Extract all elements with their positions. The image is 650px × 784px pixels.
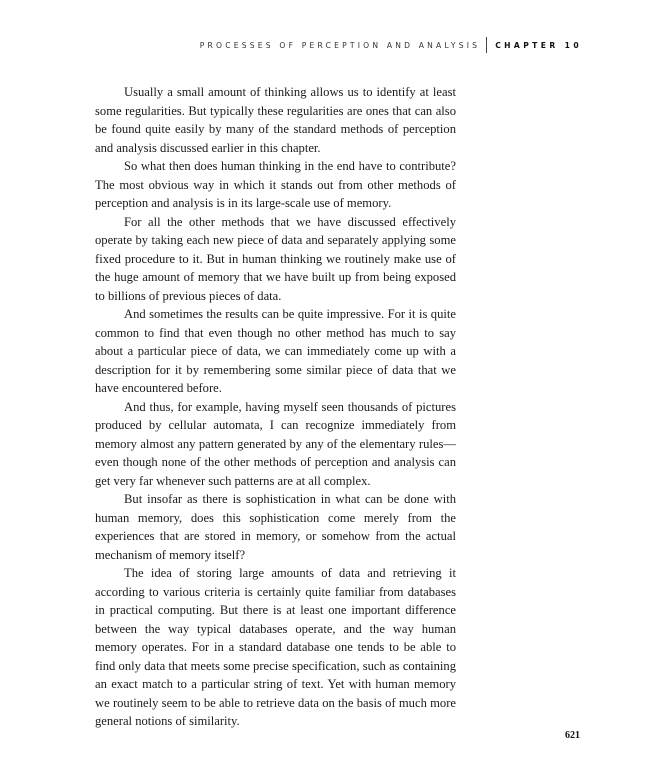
- paragraph: For all the other methods that we have discussed effectively operate by taking each new piece of data and separately applying some fixed procedure to it. But in human thinking we routinely make use of the huge amount of memory that we have built up from being exposed to billions of previous pieces of data.: [95, 214, 456, 303]
- paragraph: Usually a small amount of thinking allows us to identify at least some regularities. But typically these regularities are ones that can also be found quite easily by many of the standard methods of perception and analysis discussed earlier in this chapter.: [95, 85, 456, 155]
- body-text: [95, 83, 456, 731]
- paragraph: And thus, for example, having myself seen thousands of pictures produced by cellular automata, I can recognize immediately from memory almost any pattern generated by any of the elementary rules—even though none of the other methods of perception and analysis can get very far whenever such patterns are at all complex.: [95, 399, 456, 488]
- section-title: PROCESSES OF PERCEPTION AND ANALYSIS: [199, 40, 481, 50]
- paragraph: So what then does human thinking in the end have to contribute? The most obvious way in which it stands out from other methods of perception and analysis is in its large-scale use of memory.: [95, 159, 456, 210]
- paragraph: The idea of storing large amounts of data and retrieving it according to various criteria is certainly quite familiar from databases in practical computing. But there is at least one important difference between the way typical databases operate, and the way human memory operates. For in a standard database one tends to be able to find only data that meets some precise specification, such as containing an exact match to a particular string of text. Yet with human memory we routinely seem to be able to retrieve data on the basis of much more general notions of similarity.: [95, 566, 456, 728]
- header-divider: [486, 37, 487, 53]
- running-head: [200, 38, 582, 52]
- page-number: 621: [565, 730, 580, 741]
- chapter-label: CHAPTER 10: [495, 40, 582, 50]
- paragraph: And sometimes the results can be quite impressive. For it is quite common to find that even though no other method has much to say about a particular piece of data, we can immediately come up with a description for it by remembering some similar piece of data that we have encountered before.: [95, 307, 456, 395]
- paragraph: But insofar as there is sophistication in what can be done with human memory, does this sophistication come merely from the experiences that are stored in memory, or somehow from the actual mechanism of memory itself?: [95, 492, 456, 562]
